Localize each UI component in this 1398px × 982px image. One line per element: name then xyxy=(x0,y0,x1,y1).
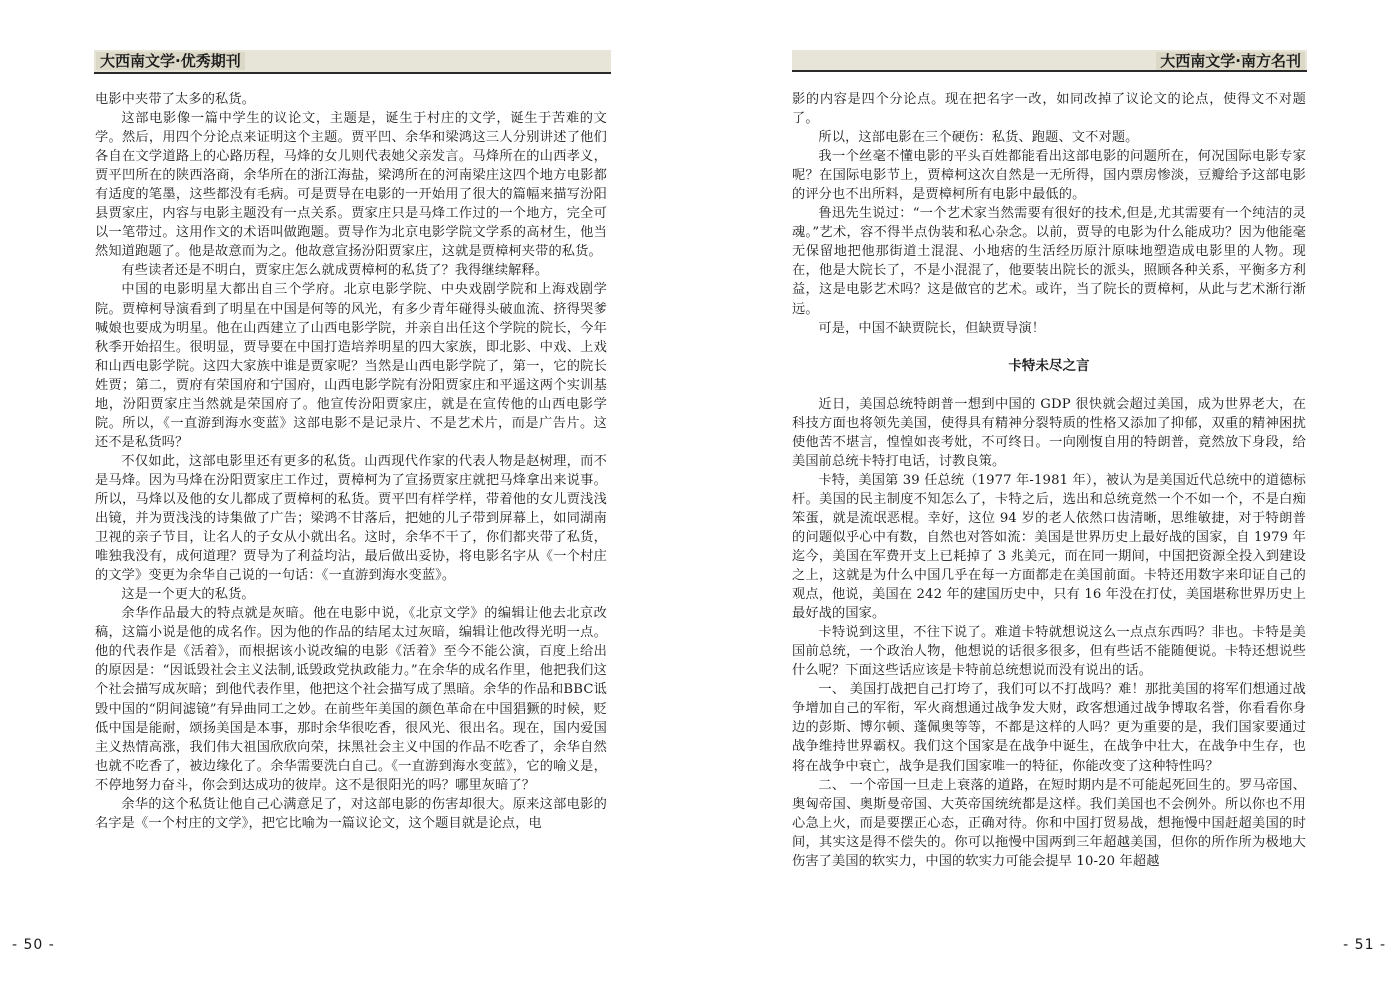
paragraph: 余华的这个私货让他自己心满意足了，对这部电影的伤害却很大。原来这部电影的名字是《一个村庄的文学》，把它比喻为一篇议论文，这个题目就是论点，电 xyxy=(95,796,607,831)
paragraph: 可是，中国不缺贾院长，但缺贾导演！ xyxy=(818,320,1046,336)
paragraph: 近日，美国总统特朗普一想到中国的 GDP 很快就会超过美国，成为世界老大，在科技方面也将领先美国，使得具有精神分裂特质的性格又添加了抑郁，双重的精神困扰使他苦不堪言，惶惶如丧考妣，不可终日。一向刚愎自用的特朗普，竟然放下身段，给美国前总统卡特打电话，讨教良策。 xyxy=(792,396,1306,469)
right-running-header xyxy=(792,50,1307,72)
left-page-body xyxy=(95,90,607,833)
paragraph: 余华作品最大的特点就是灰暗。他在电影中说，《北京文学》的编辑让他去北京改稿，这篇小说是他的成名作。因为他的作品的结尾太过灰暗，编辑让他改得光明一点。他的代表作是《活着》，而根据该小说改编的电影《活着》至今不能公演，百度上给出的原因是：“因诋毁社会主义法制,诋毁政党执政能力。”在余华的成名作里，他把我们这个社会描写成灰暗；到他代表作里，他把这个社会描写成了黑暗。余华的作品和BBC诋毁中国的“阴间滤镜”有异曲同工之妙。在前些年美国的颜色革命在中国猖獗的时候，贬低中国是能耐，颂扬美国是本事，那时余华很吃香，很风光、很出名。现在，国内爱国主义热情高涨，我们伟大祖国欣欣向荣，抹黑社会主义中国的作品不吃香了，余华自然也就不吃香了，被边缘化了。余华需要洗白自己。《一直游到海水变蓝》，它的喻义是，不停地努力奋斗，你会到达成功的彼岸。这不是很阳光的吗？哪里灰暗了？ xyxy=(95,606,607,793)
paragraph: 所以，这部电影在三个硬伤：私货、跑题、文不对题。 xyxy=(818,130,1139,146)
right-header-title: 大西南文学·南方名刊 xyxy=(1156,52,1305,70)
paragraph: 卡特，美国第 39 任总统（1977 年-1981 年），被认为是美国近代总统中的道德标杆。美国的民主制度不知怎么了，卡特之后，选出和总统竟然一个不如一个，不是白痴笨蛋，就是流氓恶棍。幸好，这位 94 岁的老人依然口齿清晰，思维敏捷，对于特朗普的问题似乎心中有数，自然也对答如流：美国是世界历史上最好战的国家，自 1979 年迄今，美国在军费开支上已耗掉了 3 兆美元，而在同一期间，中国把资源全投入到建设之上，这就是为什么中国几乎在每一方面都走在美国前面。卡特还用数字来印证自己的观点，他说，美国在 242 年的建国历史中，只有 16 年没在打仗，美国堪称世界历史上最好战的国家。 xyxy=(792,472,1306,622)
paragraph: 一、 美国打战把自己打垮了，我们可以不打战吗？难！那批美国的将军们想通过战争增加自己的军衔，军火商想通过战争发大财，政客想通过战争博取名誉，你看看你身边的彭斯、博尔顿、蓬佩奥等等，不都是这样的人吗？更为重要的是，我们国家要通过战争维持世界霸权。我们这个国家是在战争中诞生，在战争中壮大，在战争中生存，也将在战争中衰亡，战争是我们国家唯一的特征，你能改变了这种特性吗？ xyxy=(792,682,1306,774)
paragraph: 电影中夹带了太多的私货。 xyxy=(95,92,256,107)
paragraph: 这是一个更大的私货。 xyxy=(121,587,255,603)
section-title: 卡特未尽之言 xyxy=(1008,357,1090,374)
paragraph: 我一个丝毫不懂电影的平头百姓都能看出这部电影的问题所在，何况国际电影专家呢？在国际电影节上，贾樟柯这次自然是一无所得，国内票房惨淡，豆瓣给予这部电影的评分也不出所料，是贾樟柯所有电影中最低的。 xyxy=(792,149,1306,203)
right-page-body xyxy=(792,90,1306,871)
left-page-number: - 50 - xyxy=(12,937,55,953)
paragraph: 有些读者还是不明白，贾家庄怎么就成贾樟柯的私货了？我得继续解释。 xyxy=(121,263,549,279)
paragraph: 不仅如此，这部电影里还有更多的私货。山西现代作家的代表人物是赵树理，而不是马烽。因为马烽在汾阳贾家庄工作过，贾樟柯为了宣扬贾家庄就把马烽拿出来说事。所以，马烽以及他的女儿都成了贾樟柯的私货。贾平凹有样学样，带着他的女儿贾浅浅出镜，并为贾浅浅的诗集做了广告；梁鸿不甘落后，把她的儿子带到屏幕上，如同湖南卫视的亲子节目，让名人的子女从小就出名。这时，余华不干了，你们都夹带了私货，唯独我没有，成何道理？贾导为了利益均沾，最后做出妥协，将电影名字从《一个村庄的文学》变更为余华自己说的一句话：《一直游到海水变蓝》。 xyxy=(95,453,607,584)
left-running-header xyxy=(94,50,611,74)
paragraph: 中国的电影明星大都出自三个学府。北京电影学院、中央戏剧学院和上海戏剧学院。贾樟柯导演看到了明星在中国是何等的风光，有多少青年碰得头破血流、挤得哭爹喊娘也要成为明星。他在山西建立了山西电影学院，并亲自出任这个学院的院长，今年秋季开始招生。很明显，贾导要在中国打造培养明星的四大家族，即北影、中戏、上戏和山西电影学院。这四大家族中谁是贾家呢？当然是山西电影学院了，第一，它的院长姓贾；第二，贾府有荣国府和宁国府，山西电影学院有汾阳贾家庄和平遥这两个实训基地，汾阳贾家庄当然就是荣国府了。他宣传汾阳贾家庄，就是在宣传他的山西电影学院。所以，《一直游到海水变蓝》这部电影不是记录片、不是艺术片，而是广告片。这还不是私货吗？ xyxy=(95,282,607,450)
right-page-number: - 51 - xyxy=(1343,937,1386,953)
left-header-title: 大西南文学·优秀期刊 xyxy=(96,52,245,70)
paragraph: 影的内容是四个分论点。现在把名字一改，如同改掉了议论文的论点，使得文不对题了。 xyxy=(792,92,1306,127)
right-page xyxy=(699,0,1398,982)
paragraph: 二、 一个帝国一旦走上衰落的道路，在短时期内是不可能起死回生的。罗马帝国、奥匈帝国、奥斯曼帝国、大英帝国统统都是这样。我们美国也不会例外。所以你也不用心急上火，而是要摆正心态，正确对待。你和中国打贸易战，想拖慢中国赶超美国的时间，其实这是得不偿失的。你可以拖慢中国两到三年超越美国，但你的所作所为极地大伤害了美国的软实力，中国的软实力可能会提早 10-20 年超越 xyxy=(792,777,1306,869)
paragraph: 卡特说到这里，不往下说了。难道卡特就想说这么一点点东西吗？非也。卡特是美国前总统，一个政治人物，他想说的话很多很多，但有些话不能随便说。卡特还想说些什么呢？下面这些话应该是卡特前总统想说而没有说出的话。 xyxy=(792,625,1306,679)
paragraph: 鲁迅先生说过：“一个艺术家当然需要有很好的技术,但是,尤其需要有一个纯洁的灵魂。”艺术，容不得半点伪装和私心杂念。以前，贾导的电影为什么能成功？因为他能毫无保留地把他那街道土混混、小地痞的生活经历原汁原味地塑造成电影里的人物。现在，他是大院长了，不是小混混了，他要装出院长的派头，照顾各种关系，平衡多方利益，这是电影艺术吗？这是做官的艺术。或许，当了院长的贾樟柯，从此与艺术渐行渐远。 xyxy=(792,206,1306,317)
paragraph: 这部电影像一篇中学生的议论文，主题是，诞生于村庄的文学，诞生于苦难的文学。然后，用四个分论点来证明这个主题。贾平凹、余华和梁鸿这三人分别讲述了他们各自在文学道路上的心路历程，马烽的女儿则代表她父亲发言。马烽所在的山西孝义，贾平凹所在的陕西洛商，余华所在的浙江海盐，梁鸿所在的河南梁庄这四个地方电影都有适度的笔墨，这些都没有毛病。可是贾导在电影的一开始用了很大的篇幅来描写汾阳县贾家庄，内容与电影主题没有一点关系。贾家庄只是马烽工作过的一个地方，完全可以一笔带过。这用作文的术语叫做跑题。贾导作为北京电影学院文学系的高材生，他当然知道跑题了。他是故意而为之。他故意宣扬汾阳贾家庄，这就是贾樟柯夹带的私货。 xyxy=(95,111,607,260)
